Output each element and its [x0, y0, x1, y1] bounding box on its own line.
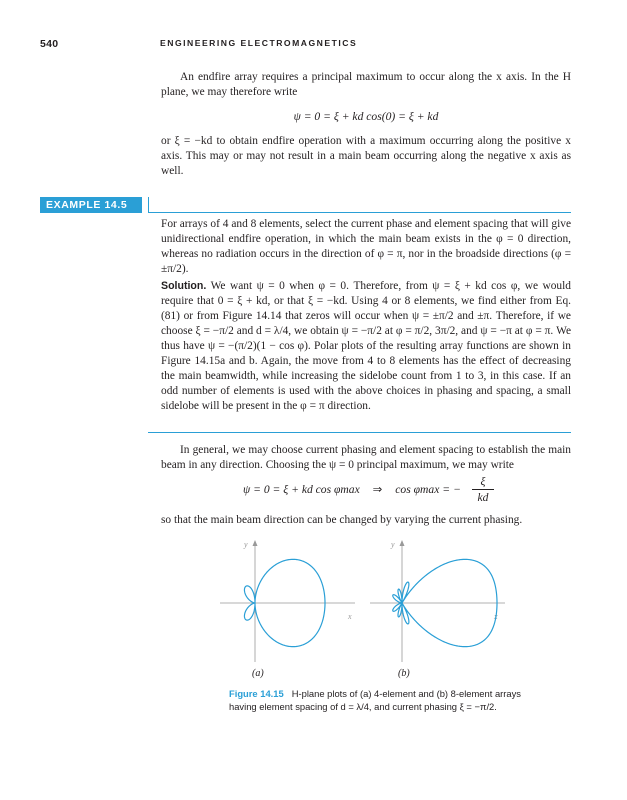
equation-endfire: ψ = 0 = ξ + kd cos(0) = ξ + kd [293, 110, 439, 123]
intro-paragraph: An endfire array requires a principal maximum to occur along the x axis. In the H plane, we may therefore write [161, 71, 571, 98]
caption-label: Figure 14.15 [229, 688, 284, 699]
panel-b-y-arrow [400, 540, 405, 546]
figure-caption [229, 687, 529, 713]
implies-arrow: ⇒ [372, 483, 383, 496]
caption-text: H-plane plots of (a) 4-element and (b) 8-element arrays having element spacing of d = λ/4, and current phasing ξ = −π/2. [229, 688, 521, 712]
equation2-left: ψ = 0 = ξ + kd cos φmax [243, 483, 360, 496]
running-title: ENGINEERING ELECTROMAGNETICS [160, 38, 358, 48]
panel-a-label: (a) [252, 668, 264, 679]
intro-paragraph-2: or ξ = −kd to obtain endfire operation with a maximum occurring along the positive x axis. This may or may not result in a main beam occurring along the negative x axis as well. [161, 135, 571, 177]
equation2-right: cos φmax = − [395, 483, 461, 496]
panel-b-y-label: y [391, 540, 395, 549]
solution-text: We want ψ = 0 when φ = 0. Therefore, from ψ = ξ + kd cos φ, we would require that 0 = ξ + kd, or that ξ = −kd. Using 4 or 8 elements, we find either from Eq. (81) or from Figure 14.14 that zeros will occur when ψ = ±π/2 and ±π. Therefore, if we choose ξ = −π/2 and d = λ/4, we obtain ψ = −π/2 at φ = π/2, 3π/2, and ψ = −π at φ = π. We thus have ψ = −(π/2)(1 − cos φ). Polar plots of the resulting array functions are shown in Figure 14.15a and b. Again, the move from 4 to 8 elements has the effect of decreasing the main beamwidth, while increasing the sidelobe count from 1 to 3, in this case. If an odd number of elements is used with the above choices in phasing and spacing, a small sidelobe will be present in the φ = π direction. [161, 280, 571, 412]
page-number: 540 [40, 38, 59, 50]
panel-b-x-label: x [494, 612, 498, 621]
panel-a-y-arrow [253, 540, 258, 546]
body-paragraph-2: so that the main beam direction can be changed by varying the current phasing. [161, 514, 523, 526]
body-paragraph: In general, we may choose current phasing and element spacing to establish the main beam in any direction. Choosing the ψ = 0 principal maximum, we may write [161, 444, 571, 471]
solution-label: Solution. [161, 280, 207, 292]
panel-a-x-label: x [348, 612, 352, 621]
fraction-denominator: kd [477, 491, 489, 504]
example-problem: For arrays of 4 and 8 elements, select the current phase and element spacing that will give unidirectional endfire operation, in which the main beam exists in the φ = 0 direction, whereas no radiation occurs in the direction of φ = π, nor in the broadside directions (φ = ±π/2). [161, 218, 571, 275]
fraction-numerator: ξ [480, 475, 486, 488]
example-label: EXAMPLE 14.5 [40, 197, 142, 213]
panel-b-label: (b) [398, 668, 410, 679]
panel-a-y-label: y [244, 540, 248, 549]
